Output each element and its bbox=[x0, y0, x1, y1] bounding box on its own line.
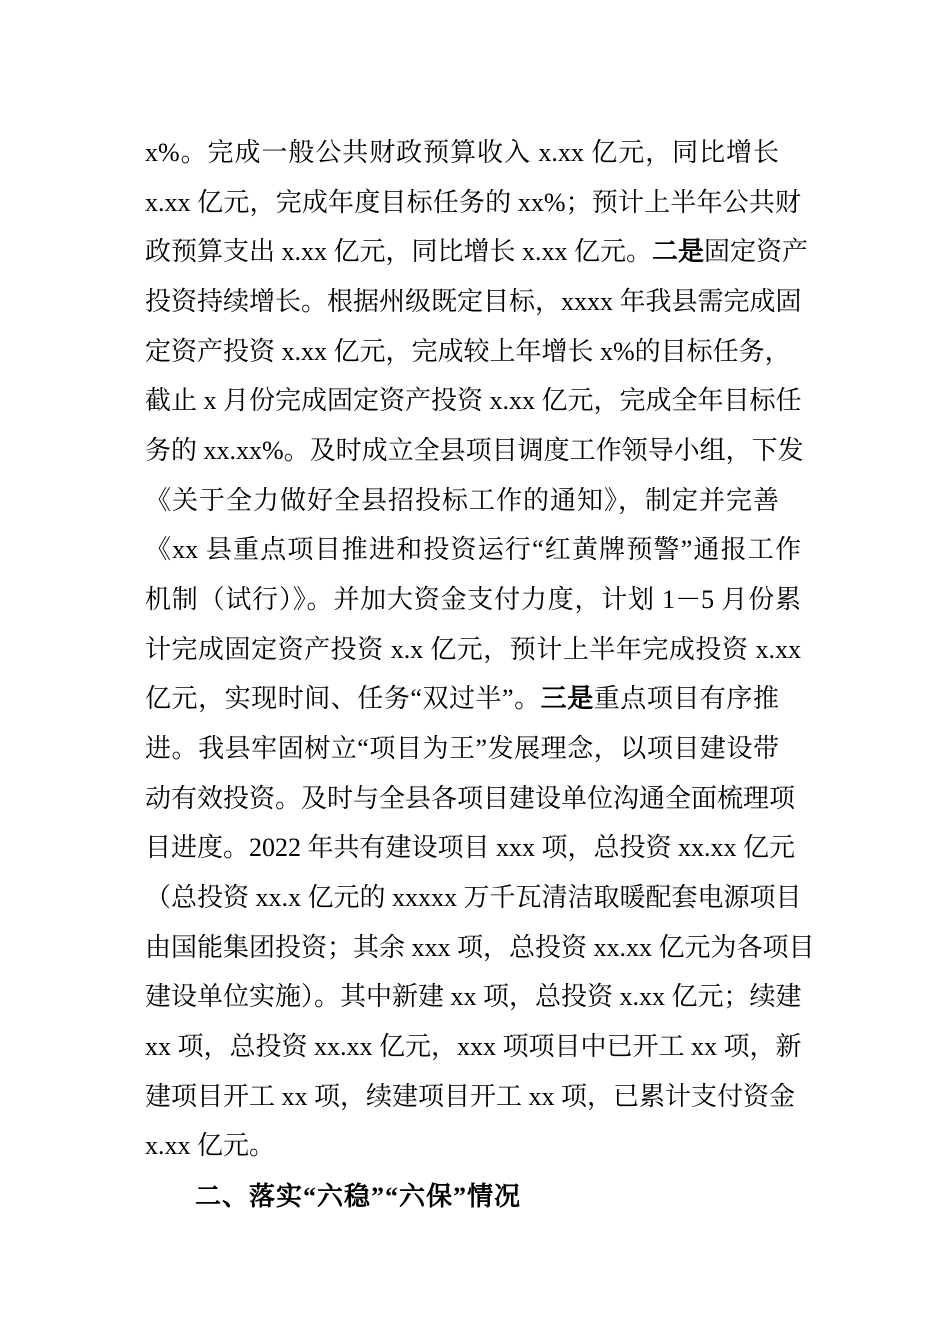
line-text: 重点项目有序推 bbox=[593, 684, 779, 713]
paragraph-line: 计完成固定资产投资 x.x 亿元，预计上半年完成投资 x.xx bbox=[145, 635, 801, 664]
paragraph-line: 《关于全力做好全县招投标工作的通知》，制定并完善 bbox=[145, 486, 779, 515]
paragraph-line: 建设单位实施）。其中新建 xx 项，总投资 x.xx 亿元；续建 bbox=[145, 982, 802, 1011]
paragraph-line: 由国能集团投资；其余 xxx 项，总投资 xx.xx 亿元为各项目 bbox=[145, 933, 815, 962]
paragraph-line: 投资持续增长。根据州级既定目标，xxxx 年我县需完成固 bbox=[145, 287, 802, 316]
line-text: 亿元，实现时间、任务“双过半”。 bbox=[145, 684, 541, 713]
paragraph-line: 定资产投资 x.xx 亿元，完成较上年增长 x%的目标任务， bbox=[145, 337, 791, 366]
paragraph-line: xx 项，总投资 xx.xx 亿元，xxx 项项目中已开工 xx 项，新 bbox=[145, 1032, 802, 1061]
paragraph-line: x.xx 亿元，完成年度目标任务的 xx%；预计上半年公共财 bbox=[145, 188, 801, 217]
paragraph-line: （总投资 xx.x 亿元的 xxxxx 万千瓦清洁取暖配套电源项目 bbox=[145, 883, 802, 912]
paragraph-line bbox=[145, 682, 779, 716]
paragraph-line bbox=[145, 235, 809, 269]
paragraph-line: 截止 x 月份完成固定资产投资 x.xx 亿元，完成全年目标任 bbox=[145, 386, 802, 415]
paragraph-line: 机制（试行）》。并加大资金支付力度，计划 1－5 月份累 bbox=[145, 585, 801, 614]
paragraph-line: x%。完成一般公共财政预算收入 x.xx 亿元，同比增长 bbox=[145, 138, 779, 167]
paragraph-line: x.xx 亿元。 bbox=[145, 1131, 276, 1160]
paragraph-line: 动有效投资。及时与全县各项目建设单位沟通全面梳理项 bbox=[145, 784, 796, 813]
paragraph-line: 务的 xx.xx%。及时成立全县项目调度工作领导小组，下发 bbox=[145, 436, 804, 465]
bold-marker: 三是 bbox=[540, 684, 594, 713]
paragraph-line: 《xx 县重点项目推进和投资运行“红黄牌预警”通报工作 bbox=[145, 535, 801, 564]
line-text: 固定资产 bbox=[704, 237, 809, 266]
section-heading: 二、落实“六稳”“六保”情况 bbox=[195, 1182, 522, 1211]
line-text: 政预算支出 x.xx 亿元，同比增长 x.xx 亿元。 bbox=[145, 237, 653, 266]
paragraph-line: 进。我县牢固树立“项目为王”发展理念，以项目建设带 bbox=[145, 734, 779, 763]
paragraph-line: 目进度。2022 年共有建设项目 xxx 项，总投资 xx.xx 亿元 bbox=[145, 833, 796, 862]
paragraph-line: 建项目开工 xx 项，续建项目开工 xx 项，已累计支付资金 bbox=[145, 1082, 796, 1111]
bold-marker: 二是 bbox=[652, 237, 705, 266]
